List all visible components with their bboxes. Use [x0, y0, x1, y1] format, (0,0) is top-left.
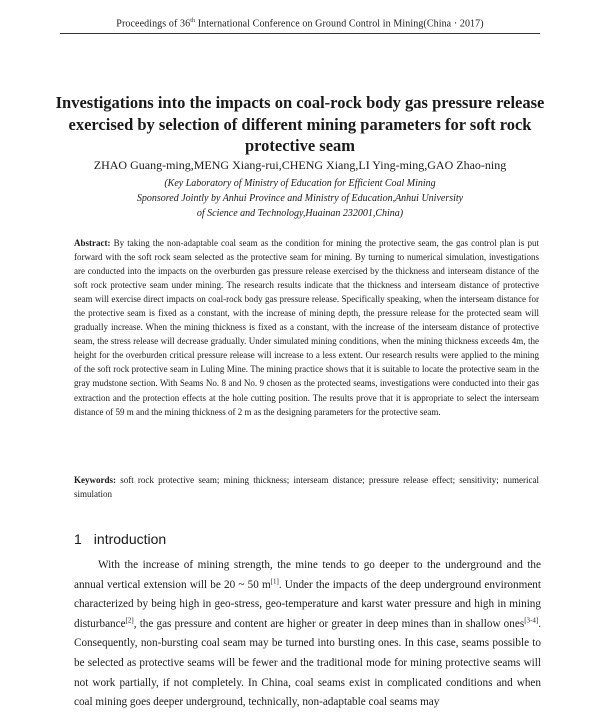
affiliation-line-1: (Key Laboratory of Ministry of Education for Efficient Coal Mining: [164, 178, 436, 189]
paper-title: Investigations into the impacts on coal-rock body gas pressure release exercised by selection of different mining parameters for soft rock protective seam: [55, 93, 545, 155]
running-header: Proceedings of 36th International Conference on Ground Control in Mining(China · 2017): [60, 18, 540, 34]
citation-ref-2[interactable]: [2]: [125, 616, 134, 625]
section-heading: [74, 531, 166, 547]
affiliation-line-2: Sponsored Jointly by Anhui Province and Ministry of Education,Anhui University: [136, 193, 464, 204]
keywords: [74, 474, 539, 501]
section-number: 1: [74, 531, 82, 547]
abstract-label: Abstract:: [74, 238, 111, 248]
citation-ref-1[interactable]: [1]: [270, 576, 279, 585]
abstract-text: By taking the non-adaptable coal seam as the condition for mining the protective seam, the gas control plan is put forward with the soft rock seam selected as the protective seam for mining. By turning to numerical simulation, investigations are conducted into the impacts on the overburden gas pressure release exercised by the thickness and interseam distance of the soft rock protective seam under mining. The research results indicate that the thickness and interseam distance of protective seam will exercise direct impacts on coal-rock body gas pressure release. Specifically speaking, when the interseam distance for the protective seam is fixed as a constant, with the increase of mining depth, the pressure release for the protected seam will gradually increase. When the mining thickness is fixed as a constant, with the increase of the interseam distance of protective seam, the stress release will decrease gradually. Under simulated mining conditions, when the mining thickness exceeds 4m, the height for the overburden critical pressure release will increase to a less extent. Our research results were applied to the mining of the soft rock protective seam in Luling Mine. The mining practice shows that it is suitable to locate the protective seam in the gray mudstone section. With Seams No. 8 and No. 9 chosen as the protected seams, investigations were conducted into their gas extraction and the protection effects at the hole cutting position. The results prove that it is appropriate to select the interseam distance of 59 m and the mining thickness of 2 m as the designing parameters for the protective seam.: [74, 238, 539, 417]
citation-ref-3[interactable]: [3-4]: [524, 616, 539, 625]
keywords-text: soft rock protective seam; mining thickness; interseam distance; pressure release effect; sensitivity; numerical simulation: [74, 475, 539, 499]
author-list: ZHAO Guang-ming,MENG Xiang-rui,CHENG Xiang,LI Ying-ming,GAO Zhao-ning: [93, 158, 507, 172]
affiliation-line-3: of Science and Technology,Huainan 232001,China): [196, 208, 404, 219]
abstract: [74, 236, 539, 419]
affiliation: [60, 176, 540, 221]
section-title: introduction: [93, 531, 167, 547]
intro-paragraph: With the increase of mining strength, the mine tends to go deeper to the underground and the annual vertical extension will be 20 ~ 50 m[1]. Under the impacts of the deep underground environment characterized by being high in geo-stress, geo-temperature and karst water pressure and high in mining disturbance[2], the gas pressure and content are higher or greater in deep mines than in shallow ones[3-4]. Consequently, non-bursting coal seam may be turned into bursting ones. In this case, seams possible to be selected as protective seams will be fewer and the traditional mode for mining protective seams will not work partially, if not completely. In China, coal seams exist in complicated conditions and when coal mining goes deeper underground, technically, non-adaptable coal seams may: [74, 559, 541, 709]
keywords-label: Keywords:: [74, 475, 116, 485]
